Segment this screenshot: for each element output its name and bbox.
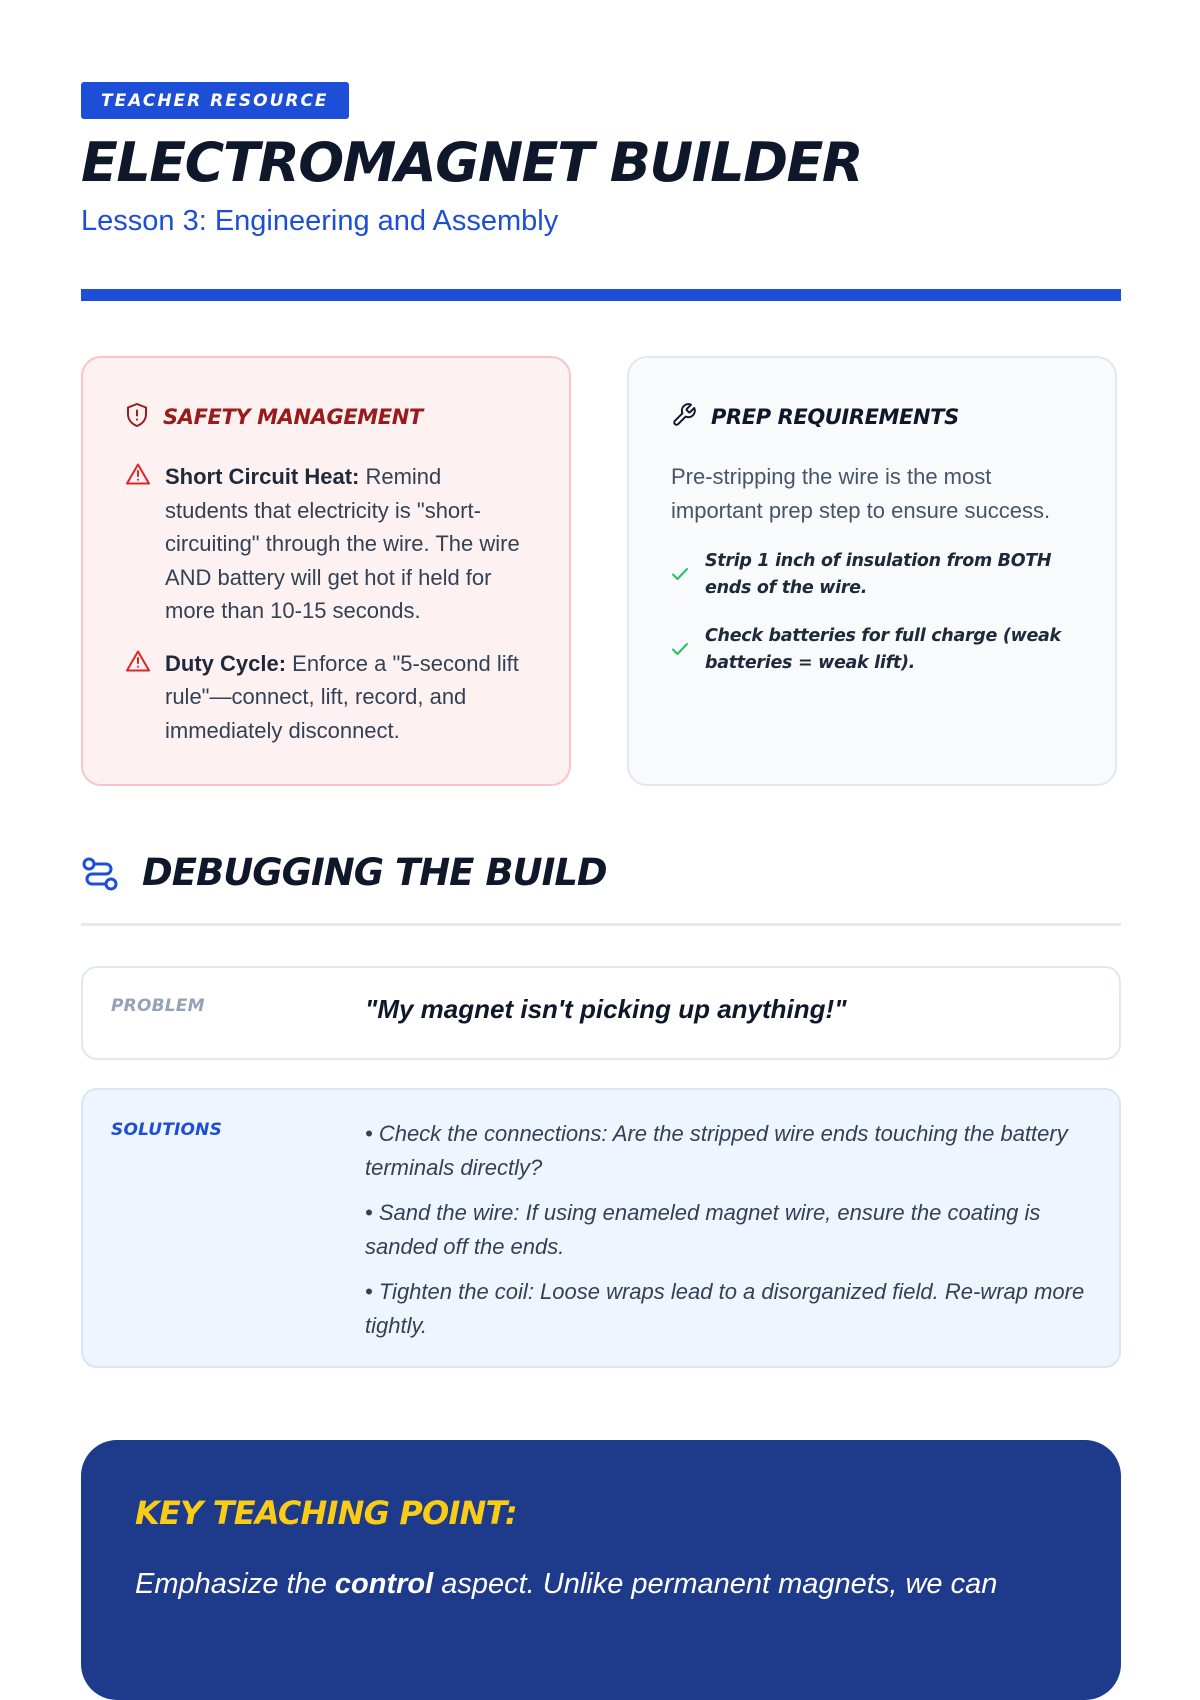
- safety-card-header: [125, 402, 529, 432]
- key-teaching-point: [81, 1440, 1121, 1700]
- problem-box: [81, 966, 1121, 1060]
- key-point-title: KEY TEACHING POINT:: [135, 1494, 517, 1532]
- safety-item: [125, 460, 529, 628]
- safety-item-body: Remind students that electricity is "short-circuiting" through the wire. The wire AND battery will get hot if held for more than 10-15 seconds.: [165, 464, 520, 623]
- prep-card: [627, 356, 1117, 786]
- solutions-label: SOLUTIONS: [111, 1120, 223, 1140]
- header-divider: [81, 289, 1121, 301]
- checklist-item: [671, 623, 1075, 677]
- key-point-text-start: Emphasize the: [135, 1568, 335, 1600]
- checklist-text: Strip 1 inch of insulation from BOTH ends of the wire.: [705, 551, 1052, 598]
- key-point-emphasis: control: [334, 1568, 434, 1600]
- checklist-item: [671, 548, 1075, 602]
- shield-alert-icon: [125, 402, 149, 432]
- prep-card-header: [671, 402, 1075, 432]
- safety-item-label: Short Circuit Heat:: [165, 464, 360, 489]
- solutions-box: [81, 1088, 1121, 1368]
- route-icon: [81, 856, 119, 896]
- info-cards: [81, 356, 1121, 788]
- safety-item: [125, 647, 529, 748]
- check-icon: [671, 641, 689, 660]
- problem-label: PROBLEM: [111, 996, 205, 1016]
- page-title: ELECTROMAGNET BUILDER: [81, 131, 863, 194]
- checklist-text: Check batteries for full charge (weak batteries = weak lift).: [705, 626, 1061, 673]
- wrench-icon: [671, 402, 697, 432]
- key-point-text: [135, 1564, 1075, 1604]
- lesson-page: [81, 82, 1121, 1600]
- solution-item: • Check the connections: Are the stripped wire ends touching the battery terminals directly?: [365, 1121, 1068, 1180]
- safety-item-text: [165, 460, 529, 628]
- safety-item-label: Duty Cycle:: [165, 650, 287, 676]
- prep-card-title: PREP REQUIREMENTS: [711, 405, 959, 429]
- safety-card: [81, 356, 571, 786]
- solution-item: • Tighten the coil: Loose wraps lead to a disorganized field. Re-wrap more tightly.: [365, 1279, 1085, 1338]
- solutions-list: [365, 1117, 1095, 1354]
- debugging-divider: [81, 923, 1121, 926]
- resource-tag: TEACHER RESOURCE: [81, 82, 349, 119]
- prep-intro: Pre-stripping the wire is the most important prep step to ensure success.: [671, 464, 1051, 523]
- debugging-title: DEBUGGING THE BUILD: [142, 851, 607, 894]
- safety-item-body: Enforce a "5-second lift rule"—connect, lift, record, and immediately disconnect.: [165, 650, 519, 743]
- debugging-header: [81, 848, 1121, 908]
- alert-triangle-icon: [125, 462, 151, 628]
- solution-item: • Sand the wire: If using enameled magnet wire, ensure the coating is sanded off the ends.: [365, 1200, 1041, 1259]
- problem-quote: "My magnet isn't picking up anything!": [365, 994, 847, 1024]
- key-point-text-end: aspect. Unlike permanent magnets, we can: [433, 1568, 998, 1600]
- safety-item-text: [165, 647, 529, 748]
- check-icon: [671, 566, 689, 585]
- alert-triangle-icon: [125, 649, 151, 748]
- safety-card-title: SAFETY MANAGEMENT: [163, 405, 423, 429]
- lesson-subtitle: Lesson 3: Engineering and Assembly: [81, 205, 559, 237]
